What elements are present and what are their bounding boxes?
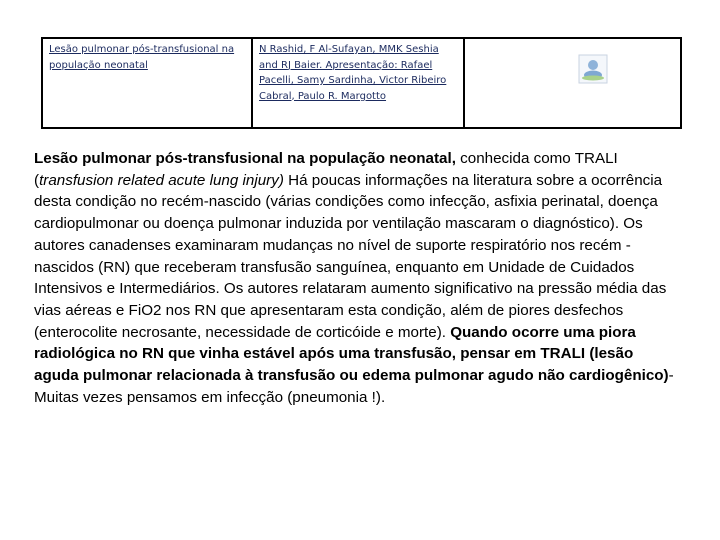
body-bold-conclusion: Quando ocorre uma piora radiológica no RN que vinha estável após uma transfusão, pensar em TRALI (lesão aguda pulmonar relacionada à transfusão ou edema pulmonar agudo não cardiogênico) bbox=[34, 323, 669, 385]
article-title-link[interactable]: Lesão pulmonar pós-transfusional na população neonatal bbox=[43, 39, 253, 127]
lead-bold: Lesão pulmonar pós-transfusional na população neonatal, bbox=[34, 150, 456, 167]
image-cell bbox=[465, 39, 680, 127]
body-text-3: -Muitas vezes pensamos em infecção (pneumonia !). bbox=[34, 367, 674, 406]
person-avatar-icon bbox=[578, 54, 608, 84]
body-paragraph bbox=[34, 148, 674, 408]
body-text-1: conhecida como TRALI ( bbox=[34, 150, 618, 189]
reference-table bbox=[41, 37, 682, 129]
body-italic: transfusion related acute lung injury) bbox=[39, 171, 284, 189]
authors-link[interactable]: N Rashid, F Al-Sufayan, MMK Seshia and RJ Baier. Apresentação: Rafael Pacelli, Samy Sardinha, Victor Ribeiro Cabral, Paulo R. Margotto bbox=[253, 39, 465, 127]
body-text-2: Há poucas informações na literatura sobre a ocorrência desta condição no recém-nascido (várias condições como infecção, asfixia perinatal, doença cardiopulmonar ou doença pulmonar induzida por ventilação mascaram o diagnóstico). Os autores canadenses examinaram mudanças no nível de suporte respiratório nos recém -nascidos (RN) que receberam transfusão sanguínea, enquanto em Unidade de Cuidados Intensivos e Intermediários. Os autores relataram aumento significativo na pressão média das vias aéreas e FiO2 nos RN que apresentaram esta condição, além de piores desfechos (enterocolite necrosante, necessidade de corticóide e morte). bbox=[34, 171, 667, 341]
